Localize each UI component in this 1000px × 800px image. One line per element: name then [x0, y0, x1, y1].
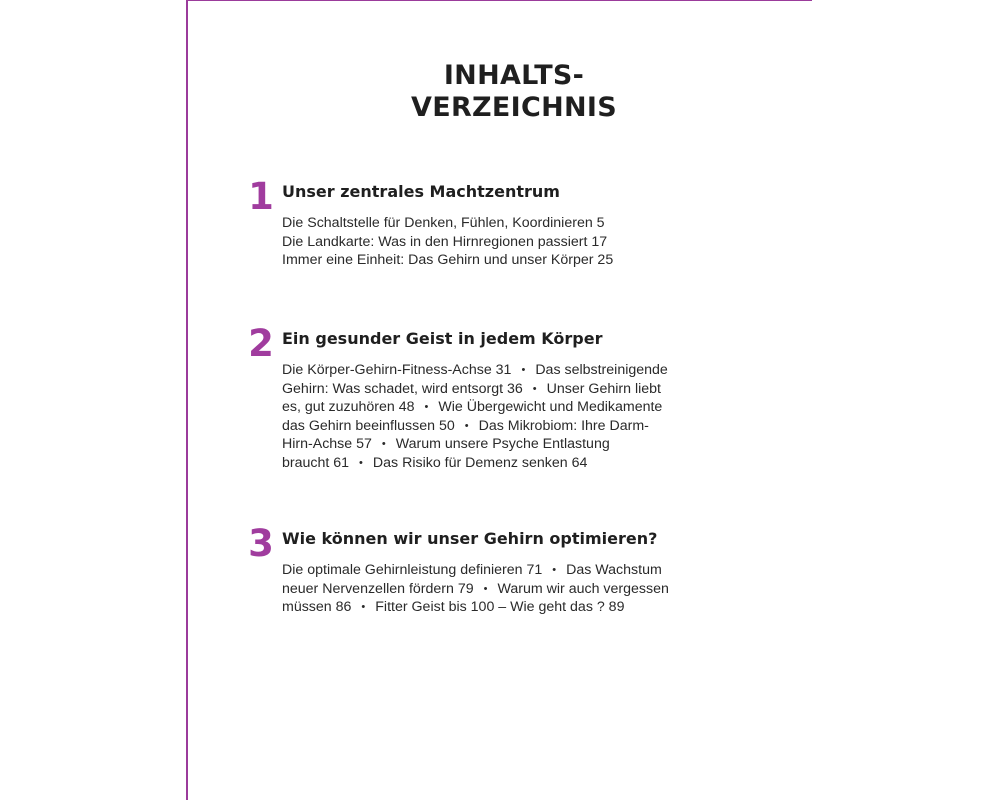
chapter-title[interactable]: Unser zentrales Machtzentrum	[282, 182, 560, 201]
chapter-title[interactable]: Ein gesunder Geist in jedem Körper	[282, 329, 603, 348]
toc-entry[interactable]: Immer eine Einheit: Das Gehirn und unser Körper 25	[282, 252, 614, 268]
toc-entry[interactable]: das Gehirn beeinflussen 50	[282, 417, 455, 434]
toc-entry[interactable]: Das Risiko für Demenz senken 64	[372, 454, 588, 471]
bullet-separator: •	[532, 382, 537, 395]
toc-entry[interactable]: Das Mikrobiom: Ihre Darm-	[478, 417, 649, 434]
toc-line	[282, 417, 732, 436]
bullet-separator: •	[552, 564, 557, 576]
page-title-line2: VERZEICHNIS	[411, 92, 617, 123]
page-title	[300, 60, 728, 124]
toc-entry[interactable]: Warum wir auch vergessen	[497, 580, 669, 597]
toc-entry[interactable]: es, gut zuzuhören 48	[282, 399, 415, 415]
toc-entry[interactable]: Hirn-Achse 57	[282, 436, 372, 452]
page-border-top	[186, 0, 812, 1]
toc-entry[interactable]: Unser Gehirn liebt	[546, 380, 661, 397]
chapter-entries	[282, 561, 732, 617]
toc-line	[282, 454, 732, 473]
bullet-separator: •	[361, 601, 366, 613]
toc-entry[interactable]: Warum unsere Psyche Entlastung	[395, 436, 610, 452]
toc-line	[282, 398, 732, 417]
chapter-number: 1	[248, 175, 274, 218]
chapter-entries	[282, 361, 732, 472]
bullet-separator: •	[359, 456, 363, 469]
toc-entry[interactable]: Wie Übergewicht und Medikamente	[438, 399, 663, 415]
chapter-title[interactable]: Wie können wir unser Gehirn optimieren?	[282, 529, 658, 548]
page-title-line1: INHALTS-	[443, 60, 585, 91]
toc-line	[282, 580, 732, 599]
toc-entry[interactable]: Das selbstreinigende	[535, 362, 668, 378]
bullet-separator: •	[424, 401, 429, 413]
page-border-left	[186, 0, 188, 800]
toc-entry[interactable]: Die Landkarte: Was in den Hirnregionen passiert 17	[282, 233, 608, 250]
toc-entry[interactable]: Die Körper-Gehirn-Fitness-Achse 31	[282, 362, 512, 378]
toc-entry[interactable]: neuer Nervenzellen fördern 79	[282, 580, 474, 597]
bullet-separator: •	[521, 364, 526, 376]
toc-line	[282, 598, 732, 617]
toc-line	[282, 435, 732, 454]
toc-line	[282, 380, 732, 399]
toc-entry[interactable]: Die optimale Gehirnleistung definieren 71	[282, 562, 543, 578]
toc-entry[interactable]: Gehirn: Was schadet, wird entsorgt 36	[282, 380, 523, 397]
toc-entry[interactable]: Das Wachstum	[566, 562, 662, 578]
chapter-entries	[282, 214, 732, 270]
toc-entry[interactable]: Fitter Geist bis 100 – Wie geht das ? 89	[375, 599, 625, 615]
toc-entry[interactable]: Die Schaltstelle für Denken, Fühlen, Koordinieren 5	[282, 215, 605, 231]
bullet-separator: •	[464, 419, 469, 432]
chapter-number: 2	[248, 322, 274, 365]
bullet-separator: •	[381, 438, 386, 450]
toc-line	[282, 561, 732, 580]
toc-entry[interactable]: braucht 61	[282, 454, 350, 471]
toc-entry[interactable]: müssen 86	[282, 599, 352, 615]
bullet-separator: •	[483, 582, 488, 595]
toc-line	[282, 361, 732, 380]
chapter-number: 3	[248, 522, 274, 565]
